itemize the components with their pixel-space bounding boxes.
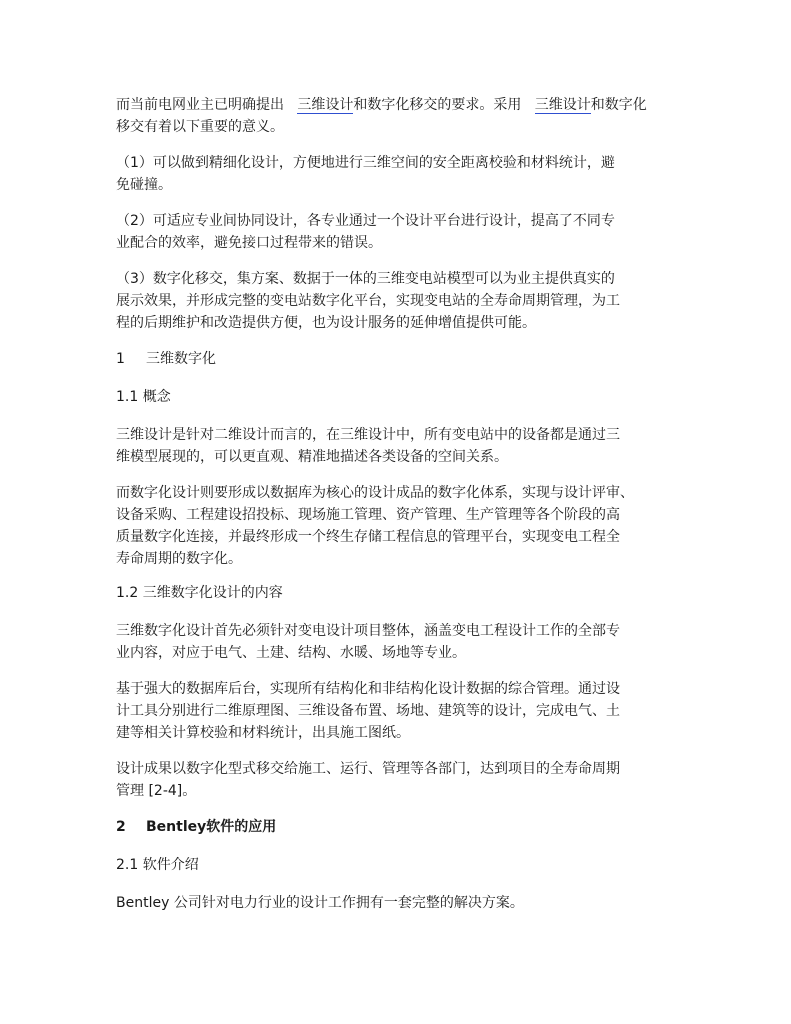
text-line: 业配合的效率，避免接口过程带来的错误。	[116, 235, 382, 251]
paragraph-database	[116, 678, 696, 744]
paragraph-point-3	[116, 268, 696, 334]
paragraph-concept-digital	[116, 482, 696, 570]
text-line: 业内容，对应于电气、土建、结构、水暖、场地等专业。	[116, 645, 466, 661]
section-title: 三维数字化	[146, 351, 216, 367]
text-line: 三维数字化设计首先必须针对变电设计项目整体，涵盖变电工程设计工作的全部专	[116, 623, 620, 639]
text-line: 展示效果，并形成完整的变电站数字化平台，实现变电站的全寿命周期管理，为工	[116, 293, 620, 309]
text-line: Bentley 公司针对电力行业的设计工作拥有一套完整的解决方案。	[116, 895, 524, 911]
heading-line	[116, 816, 696, 838]
text-line: 计工具分别进行二维原理图、三维设备布置、场地、建筑等的设计，完成电气、土	[116, 703, 620, 719]
section-number: 2	[116, 819, 126, 835]
heading-line	[116, 348, 696, 370]
text-line: 免碰撞。	[116, 177, 172, 193]
text-line: 建等相关计算校验和材料统计，出具施工图纸。	[116, 725, 410, 741]
section-number: 1	[116, 351, 125, 367]
text-line: 三维设计是针对二维设计而言的，在三维设计中，所有变电站中的设备都是通过三	[116, 427, 620, 443]
paragraph-bentley-intro	[116, 892, 696, 914]
text-line: （3）数字化移交，集方案、数据于一体的三维变电站模型可以为业主提供真实的	[116, 271, 615, 287]
heading-line: 2.1 软件介绍	[116, 857, 199, 873]
paragraph-intro	[116, 94, 696, 138]
paragraph-point-1	[116, 152, 696, 196]
text-line: 设计成果以数字化型式移交给施工、运行、管理等各部门，达到项目的全寿命周期	[116, 761, 620, 777]
subsection-heading-1-1	[116, 386, 696, 408]
heading-line: 1.2 三维数字化设计的内容	[116, 585, 283, 601]
text-line: 质量数字化连接，并最终形成一个终生存储工程信息的管理平台，实现变电工程全	[116, 529, 620, 545]
text-line	[116, 94, 696, 116]
text-line: 而数字化设计则要形成以数据库为核心的设计成品的数字化体系，实现与设计评审、	[116, 485, 634, 501]
section-heading-2	[116, 816, 696, 838]
text-line: 维模型展现的，可以更直观、精准地描述各类设备的空间关系。	[116, 449, 508, 465]
text-run: 和数字化	[590, 97, 647, 113]
text-line: （1）可以做到精细化设计，方便地进行三维空间的安全距离校验和材料统计，避	[116, 155, 615, 171]
text-run: 和数字化移交的要求。采用	[353, 97, 522, 113]
paragraph-handover	[116, 758, 696, 802]
text-line: 管理 [2-4]。	[116, 783, 197, 799]
paragraph-content-scope	[116, 620, 696, 664]
section-heading-1	[116, 348, 696, 370]
link-3d-design-2[interactable]: 三维设计	[534, 97, 591, 113]
section-title: Bentley软件的应用	[146, 819, 277, 835]
link-3d-design[interactable]: 三维设计	[297, 97, 354, 113]
subsection-heading-2-1	[116, 854, 696, 876]
text-line: 设备采购、工程建设招投标、现场施工管理、资产管理、生产管理等各个阶段的高	[116, 507, 620, 523]
text-run: 而当前电网业主已明确提出	[116, 97, 284, 113]
text-line: 移交有着以下重要的意义。	[116, 119, 284, 135]
text-line: 基于强大的数据库后台，实现所有结构化和非结构化设计数据的综合管理。通过设	[116, 681, 620, 697]
paragraph-point-2	[116, 210, 696, 254]
subsection-heading-1-2	[116, 582, 696, 604]
paragraph-concept-3d	[116, 424, 696, 468]
text-line: （2）可适应专业间协同设计，各专业通过一个设计平台进行设计，提高了不同专	[116, 213, 615, 229]
text-line: 程的后期维护和改造提供方便，也为设计服务的延伸增值提供可能。	[116, 315, 536, 331]
heading-line: 1.1 概念	[116, 389, 171, 405]
text-line: 寿命周期的数字化。	[116, 551, 242, 567]
